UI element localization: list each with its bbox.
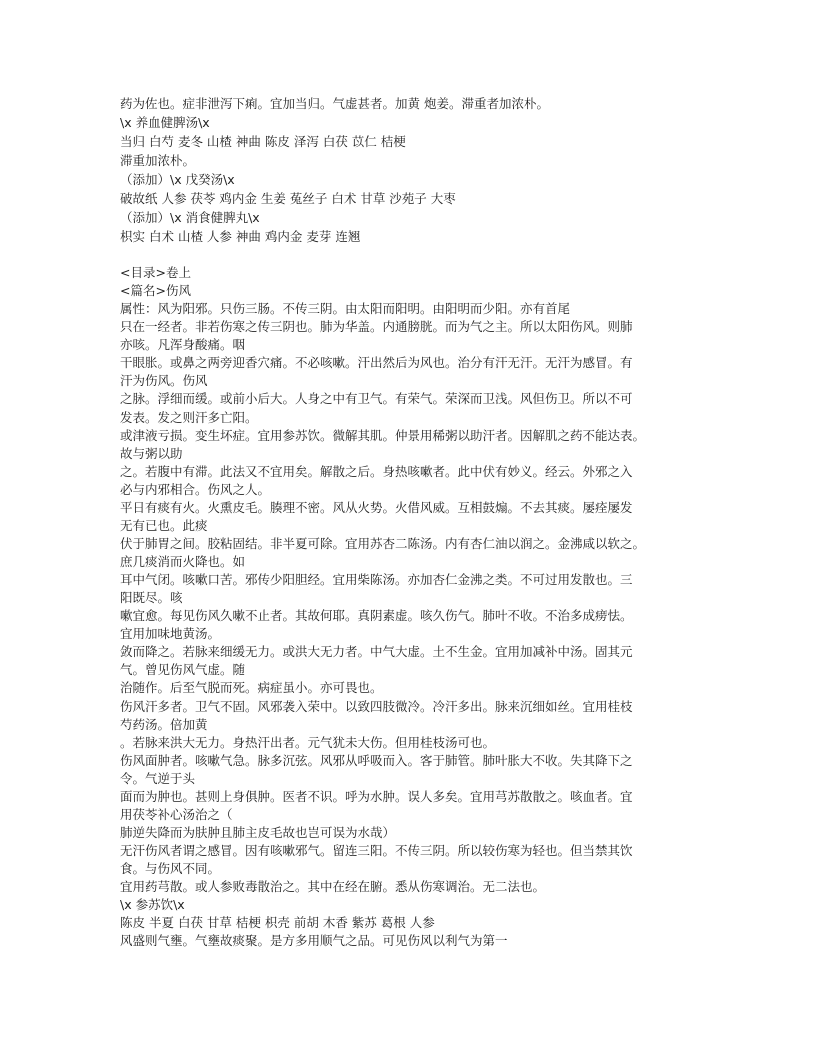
text-line: 之。若腹中有滞。此法又不宜用矣。解散之后。身热咳嗽者。此中伏有妙义。经云。外邪之入 xyxy=(120,463,633,479)
text-line: 必与内邪相合。伤风之人。 xyxy=(120,481,271,497)
text-line: 陈皮 半夏 白茯 甘草 桔梗 枳壳 前胡 木香 紫苏 葛根 人参 xyxy=(120,915,435,931)
text-line: 敛而降之。若脉来细缓无力。或洪大无力者。中气大虚。土不生金。宜用加减补中汤。固其元 xyxy=(120,644,633,660)
text-line: 无有已也。此痰 xyxy=(120,517,208,533)
text-line: 枳实 白术 山楂 人参 神曲 鸡内金 麦芽 连翘 xyxy=(120,229,361,244)
text-line: 宜用药芎散。或人参败毒散治之。其中在经在腑。悉从伤寒调治。无二法也。 xyxy=(120,879,546,895)
text-line: 伏于肺胃之间。胶粘固结。非半夏可除。宜用苏杏二陈汤。内有杏仁油以润之。金沸咸以软之。 xyxy=(120,535,646,551)
text-line: 只在一经者。非若伤寒之传三阴也。肺为华盖。内通膀胱。而为气之主。所以太阳伤风。则肺 xyxy=(120,319,633,335)
text-line: \x 养血健脾汤\x xyxy=(120,115,210,130)
text-line: 亦咳。凡浑身酸痛。咽 xyxy=(120,337,246,353)
previous-section-text xyxy=(120,94,549,246)
text-line: \x 参苏饮\x xyxy=(120,897,185,913)
text-line: <篇名>伤风 xyxy=(120,283,191,299)
text-line: 风盛则气壅。气壅故痰聚。是方多用顺气之品。可见伤风以利气为第一 xyxy=(120,933,508,949)
text-line: 故与粥以助 xyxy=(120,445,183,461)
text-line: 滞重加浓朴。 xyxy=(120,153,196,168)
text-line: 令。气逆于头 xyxy=(120,770,196,786)
text-line: （添加）\x 戊癸汤\x xyxy=(120,172,235,187)
text-line: 嗽宜愈。每见伤风久嗽不止者。其故何耶。真阴素虚。咳久伤气。肺叶不收。不治多成痨怯。 xyxy=(120,608,633,624)
text-line: 干眼胀。或鼻之两旁迎香穴痛。不必咳嗽。汗出然后为风也。治分有汗无汗。无汗为感冒。有 xyxy=(120,355,633,371)
text-line: 气。曾见伤风气虚。随 xyxy=(120,662,246,678)
text-line: 当归 白芍 麦冬 山楂 神曲 陈皮 泽泻 白茯 苡仁 桔梗 xyxy=(120,134,406,149)
text-line: 宜用加味地黄汤。 xyxy=(120,626,221,642)
main-section-text xyxy=(120,264,645,950)
text-line: 无汗伤风者谓之感冒。因有咳嗽邪气。留连三阳。不传三阴。所以较伤寒为轻也。但当禁其饮 xyxy=(120,843,633,858)
text-line: 伤风面肿者。咳嗽气急。脉多沉弦。风邪从呼吸而入。客于肺管。肺叶胀大不收。失其降下之 xyxy=(120,752,633,768)
text-line: 芍药汤。倍加黄 xyxy=(120,716,208,732)
text-line: 汗为伤风。伤风 xyxy=(120,373,208,389)
text-line: 平日有痰有火。火熏皮毛。腠理不密。风从火势。火借风威。互相鼓煽。不去其痰。屡痊屡发 xyxy=(120,499,633,515)
text-line: 药为佐也。症非泄泻下痢。宜加当归。气虚甚者。加黄 炮姜。滞重者加浓朴。 xyxy=(120,96,549,111)
text-line: 治随作。后至气脱而死。病症虽小。亦可畏也。 xyxy=(120,680,383,696)
text-line: 阳既尽。咳 xyxy=(120,590,183,606)
text-line: 伤风汗多者。卫气不固。风邪袭入荣中。以致四肢微冷。冷汗多出。脉来沉细如丝。宜用桂枝 xyxy=(120,698,633,714)
text-line: 破故纸 人参 茯苓 鸡内金 生姜 菟丝子 白术 甘草 沙苑子 大枣 xyxy=(120,191,456,206)
text-line: 或津液亏损。变生坏症。宜用参苏饮。微解其肌。仲景用稀粥以助汗者。因解肌之药不能达表。 xyxy=(120,427,646,443)
text-line: 面而为肿也。甚则上身俱肿。医者不识。呼为水肿。误人多矣。宜用芎苏散散之。咳血者。宜 xyxy=(120,788,633,804)
text-line: 庶几痰消而火降也。如 xyxy=(120,554,246,569)
text-line: （添加）\x 消食健脾丸\x xyxy=(120,210,260,225)
text-line: 发表。发之则汗多亡阳。 xyxy=(120,409,258,425)
text-line: <目录>卷上 xyxy=(120,265,191,280)
text-line: 用茯苓补心汤治之（ xyxy=(120,806,233,822)
text-line: 之脉。浮细而缓。或前小后大。人身之中有卫气。有荣气。荣深而卫浅。风但伤卫。所以不可 xyxy=(120,391,633,407)
text-line: 食。与伤风不同。 xyxy=(120,861,221,877)
text-line: 肺逆失降而为肤肿且肺主皮毛故也岂可误为水哉） xyxy=(120,824,396,840)
text-line: 。若脉来洪大无力。身热汗出者。元气犹未大伤。但用桂枝汤可也。 xyxy=(120,734,496,750)
text-line: 属性：风为阳邪。只伤三肠。不传三阴。由太阳而阳明。由阳明而少阳。亦有首尾 xyxy=(120,301,571,317)
text-line: 耳中气闭。咳嗽口苦。邪传少阳胆经。宜用柴陈汤。亦加杏仁金沸之类。不可过用发散也。三 xyxy=(120,572,633,588)
